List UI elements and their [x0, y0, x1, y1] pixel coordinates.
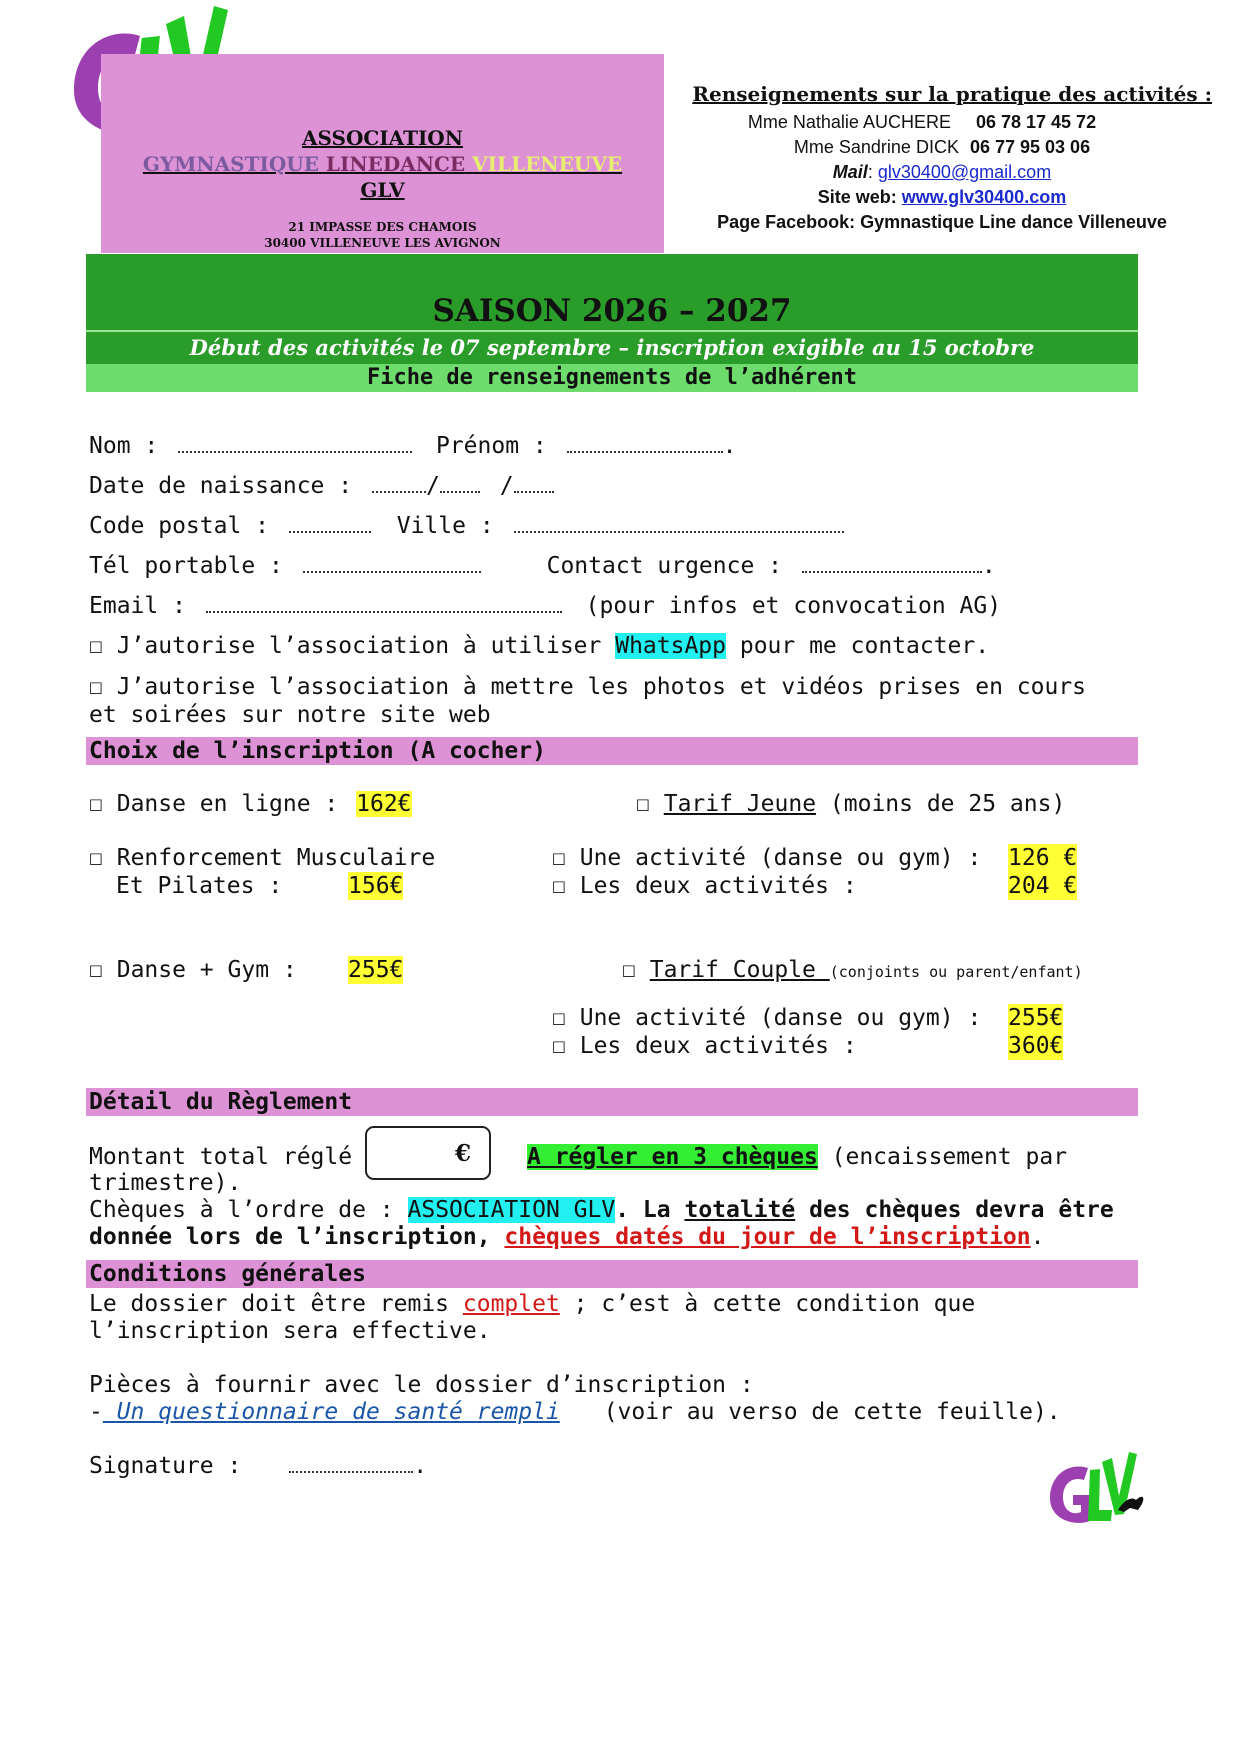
code-postal-field[interactable] — [289, 513, 371, 533]
signature-label: Signature : — [89, 1453, 242, 1479]
row-email — [89, 592, 1001, 620]
date-day-field[interactable] — [372, 473, 426, 493]
subtitle-text: Fiche de renseignements de l’adhérent — [366, 365, 858, 390]
assoc-title: ASSOCIATION — [301, 126, 464, 150]
jeune-une-label: Une activité (danse ou gym) : — [579, 845, 982, 871]
urgence-period: . — [981, 553, 996, 579]
photos-text-line2: et soirées sur notre site web — [89, 702, 491, 728]
signature-period: . — [413, 1453, 428, 1479]
row-nom — [89, 432, 736, 460]
row-photos — [89, 673, 1086, 729]
donnee-text: donnée lors de l’inscription, — [89, 1224, 505, 1250]
questionnaire-link[interactable]: Un questionnaire de santé rempli — [102, 1399, 560, 1425]
date-month-field[interactable] — [440, 473, 480, 493]
row-code-postal — [89, 512, 844, 540]
danse-gym-checkbox[interactable]: ☐ — [89, 957, 103, 983]
devra-text: des chèques devra être — [795, 1197, 1114, 1223]
trois-cheques-line — [527, 1143, 1067, 1171]
ville-field[interactable] — [514, 513, 844, 533]
date-slash-1: / — [425, 473, 440, 499]
email-field[interactable] — [206, 593, 562, 613]
assoc-word-villeneuve: VILLENEUVE — [472, 152, 623, 176]
tarif-couple-label: Tarif Couple — [649, 957, 830, 983]
tarif-couple-checkbox[interactable]: ☐ — [622, 957, 636, 983]
conditions-pre: Le dossier doit être remis — [89, 1291, 463, 1317]
assoc-word-gymnastique: GYMNASTIQUE — [142, 152, 319, 176]
season-title: SAISON 2026 – 2027 — [432, 293, 792, 329]
nom-field[interactable] — [178, 433, 412, 453]
questionnaire-dash: - — [89, 1399, 103, 1425]
assoc-word-linedance: LINEDANCE — [325, 152, 466, 176]
prenom-period: . — [722, 433, 737, 459]
euro-symbol: € — [454, 1140, 471, 1167]
glv-logo-small — [1048, 1452, 1154, 1524]
date-year-field[interactable] — [514, 473, 554, 493]
email-label: Email : — [89, 593, 186, 619]
contact-site — [672, 185, 1212, 210]
contact-facebook: Page Facebook: Gymnastique Line dance Villeneuve — [717, 212, 1167, 232]
jeune-deux-checkbox[interactable]: ☐ — [552, 873, 566, 899]
danse-ligne-label: Danse en ligne : — [116, 791, 339, 817]
trimestre-text: trimestre). — [89, 1170, 242, 1196]
association-box — [101, 54, 664, 253]
danse-gym-price: 255€ — [348, 957, 404, 983]
ville-label: Ville : — [396, 513, 494, 539]
contact-person-2-name: Mme Sandrine DICK — [793, 137, 959, 157]
assoc-acronym: GLV — [360, 178, 405, 202]
tel-field[interactable] — [303, 553, 481, 573]
couple-price-deux: 360€ — [1008, 1033, 1064, 1059]
contact-urgence-field[interactable] — [802, 553, 982, 573]
date-slash-2: / — [499, 473, 514, 499]
address-line-1: 21 IMPASSE DES CHAMOIS — [288, 220, 477, 234]
couple-une-checkbox[interactable]: ☐ — [552, 1005, 566, 1031]
couple-une-label: Une activité (danse ou gym) : — [579, 1005, 982, 1031]
verso-text: (voir au verso de cette feuille). — [603, 1399, 1061, 1425]
contact-person-1-name: Mme Nathalie AUCHERE — [747, 112, 951, 132]
whatsapp-checkbox[interactable]: ☐ — [89, 633, 103, 659]
trois-cheques-text: A régler en 3 chèques — [527, 1144, 818, 1170]
option-danse-ligne — [89, 790, 412, 818]
danse-ligne-checkbox[interactable]: ☐ — [89, 791, 103, 817]
couple-price-une: 255€ — [1008, 1005, 1064, 1031]
ordre-value: ASSOCIATION GLV — [407, 1197, 616, 1223]
prenom-field[interactable] — [567, 433, 723, 453]
signature-line — [89, 1452, 427, 1480]
couple-deux-checkbox[interactable]: ☐ — [552, 1033, 566, 1059]
assoc-full-name — [101, 152, 664, 176]
whatsapp-text-pre: J’autorise l’association à utiliser — [116, 633, 616, 659]
jeune-une-checkbox[interactable]: ☐ — [552, 845, 566, 871]
montant-label: Montant total réglé — [89, 1144, 353, 1170]
dates-text: chèques datés du jour de l’inscription — [504, 1224, 1031, 1250]
donnee-end: . — [1030, 1224, 1045, 1250]
montant-input[interactable] — [365, 1126, 491, 1180]
option-tarif-jeune — [636, 790, 1065, 818]
totalite-word: totalité — [684, 1197, 796, 1223]
nom-label: Nom : — [89, 433, 159, 459]
tarif-jeune-checkbox[interactable]: ☐ — [636, 791, 650, 817]
option-tarif-couple — [622, 956, 1083, 986]
conditions-line-2: l’inscription sera effective. — [89, 1318, 491, 1344]
conditions-heading: Conditions générales — [86, 1260, 1138, 1288]
start-text: Début des activités le 07 septembre – inscription exigible au 15 octobre — [189, 335, 1035, 360]
conditions-post: ; c’est à cette condition que — [559, 1291, 976, 1317]
contact-person-2-phone: 06 77 95 03 06 — [969, 137, 1091, 157]
start-banner — [86, 330, 1138, 364]
contact-urgence-label: Contact urgence : — [546, 553, 782, 579]
tarif-jeune-note: (moins de 25 ans) — [829, 791, 1066, 817]
contact-person-1-phone: 06 78 17 45 72 — [975, 112, 1097, 132]
couple-deux-label: Les deux activités : — [579, 1033, 857, 1059]
renfo-label-line2: Et Pilates : — [116, 873, 283, 899]
jeune-deux-label: Les deux activités : — [579, 873, 857, 899]
conditions-line-1 — [89, 1290, 975, 1318]
site-label: Site web: — [817, 187, 902, 207]
row-whatsapp — [89, 632, 989, 660]
email-note: (pour infos et convocation AG) — [585, 593, 1002, 619]
photos-checkbox[interactable]: ☐ — [89, 674, 103, 700]
danse-gym-label: Danse + Gym : — [116, 957, 297, 983]
couple-sub-options — [552, 1004, 981, 1060]
renfo-price: 156€ — [348, 873, 404, 899]
mail-sep: : — [867, 162, 878, 182]
subtitle-banner — [86, 364, 1138, 392]
signature-field[interactable] — [289, 1453, 413, 1473]
prenom-label: Prénom : — [435, 433, 547, 459]
option-danse-gym — [89, 956, 297, 984]
encaissement-text: (encaissement par — [817, 1144, 1068, 1170]
donnee-line — [89, 1223, 1044, 1251]
ordre-line — [89, 1196, 1114, 1224]
contact-person-1 — [672, 110, 1212, 135]
mail-link[interactable]: glv30400@gmail.com — [877, 162, 1052, 182]
ordre-la: . La — [615, 1197, 685, 1223]
choix-heading: Choix de l’inscription (A cocher) — [86, 737, 1138, 765]
address-line-2: 30400 VILLENEUVE LES AVIGNON — [264, 236, 501, 250]
tel-label: Tél portable : — [89, 553, 283, 579]
pieces-text: Pièces à fournir avec le dossier d’inscription : — [89, 1372, 754, 1398]
jeune-price-deux: 204 € — [1008, 873, 1078, 899]
questionnaire-line — [89, 1398, 1061, 1426]
jeune-price-une: 126 € — [1008, 845, 1078, 871]
row-tel — [89, 552, 996, 580]
contact-title: Renseignements sur la pratique des activités : — [692, 82, 1212, 106]
tarif-jeune-label: Tarif Jeune — [663, 791, 817, 817]
season-banner — [86, 254, 1138, 330]
contact-block — [672, 82, 1212, 235]
contact-mail — [672, 160, 1212, 185]
renfo-label-line1: Renforcement Musculaire — [116, 845, 436, 871]
complet-word: complet — [462, 1291, 560, 1317]
whatsapp-text-post: pour me contacter. — [726, 633, 990, 659]
contact-person-2 — [672, 135, 1212, 160]
jeune-sub-options — [552, 844, 981, 900]
date-label: Date de naissance : — [89, 473, 353, 499]
site-link[interactable]: www.glv30400.com — [901, 187, 1067, 207]
row-date-naissance — [89, 472, 554, 500]
renfo-checkbox[interactable]: ☐ — [89, 845, 103, 871]
tarif-couple-note: (conjoints ou parent/enfant) — [829, 963, 1083, 981]
whatsapp-word: WhatsApp — [615, 633, 726, 659]
code-postal-label: Code postal : — [89, 513, 270, 539]
reglement-heading: Détail du Règlement — [86, 1088, 1138, 1116]
danse-ligne-price: 162€ — [356, 791, 412, 817]
photos-text-line1: J’autorise l’association à mettre les photos et vidéos prises en cours — [116, 674, 1087, 700]
mail-label: Mail — [832, 162, 868, 182]
ordre-pre: Chèques à l’ordre de : — [89, 1197, 408, 1223]
